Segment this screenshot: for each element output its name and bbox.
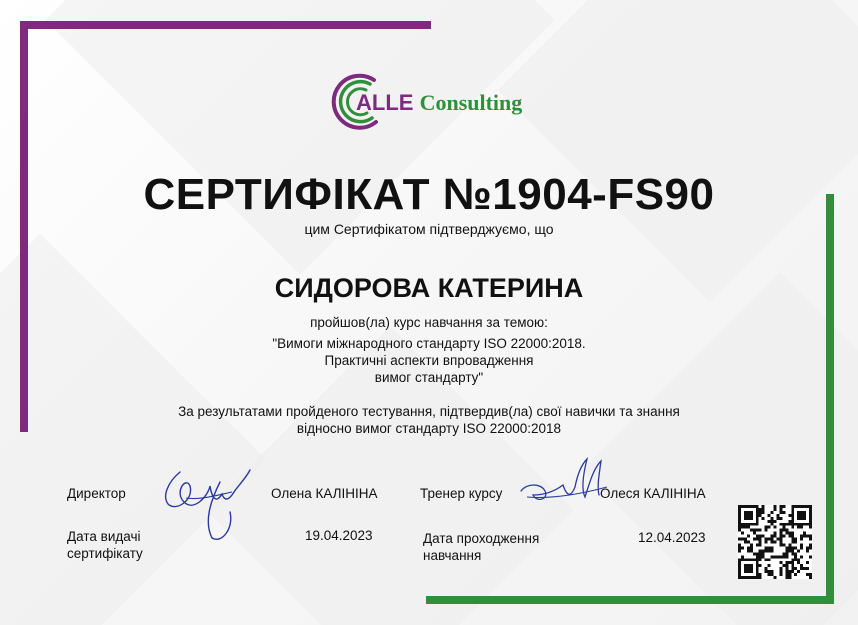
director-label: Директор <box>67 486 126 501</box>
logo-brand: ALLE <box>356 90 414 115</box>
course-topic-line: Практичні аспекти впровадження <box>324 353 534 368</box>
trainer-name: Олеся КАЛІНІНА <box>600 486 706 501</box>
trainer-signature <box>515 455 615 513</box>
logo-wordmark <box>356 90 522 116</box>
completion-date-label-line: навчання <box>423 548 482 563</box>
certificate-subtitle: цим Сертифікатом підтверджуємо, що <box>304 221 554 237</box>
qr-code <box>738 505 812 579</box>
green-frame-bottom <box>426 596 834 604</box>
trainer-label: Тренер курсу <box>420 486 503 501</box>
logo-name: Consulting <box>419 90 523 115</box>
recipient-name: СИДОРОВА КАТЕРИНА <box>274 273 584 303</box>
green-frame-right <box>826 194 834 604</box>
course-topic-line: вимог стандарту" <box>374 370 484 385</box>
course-intro: пройшов(ла) курс навчання за темою: <box>310 315 548 330</box>
certificate-title: СЕРТИФІКАТ №1904-FS90 <box>143 170 715 219</box>
result-line: За результатами пройденого тестування, підтвердив(ла) свої навички та знання <box>178 404 680 419</box>
issue-date-label-line: сертифікату <box>67 546 143 561</box>
completion-date-label <box>423 530 539 564</box>
course-topic <box>0 335 858 386</box>
director-name: Олена КАЛІНІНА <box>271 486 378 501</box>
result-line: відносно вимог стандарту ISO 22000:2018 <box>296 421 562 436</box>
background-shape <box>498 0 858 302</box>
completion-date-label-line: Дата проходження <box>423 531 540 546</box>
company-logo <box>326 70 536 134</box>
issue-date-label <box>67 528 143 562</box>
purple-frame-top <box>20 21 431 29</box>
course-topic-line: "Вимоги міжнародного стандарту ISO 22000:2018. <box>272 336 586 351</box>
director-signature <box>150 452 270 544</box>
completion-date: 12.04.2023 <box>638 530 706 545</box>
issue-date: 19.04.2023 <box>305 528 373 543</box>
result-statement <box>0 403 858 437</box>
issue-date-label-line: Дата видачі <box>67 529 141 544</box>
